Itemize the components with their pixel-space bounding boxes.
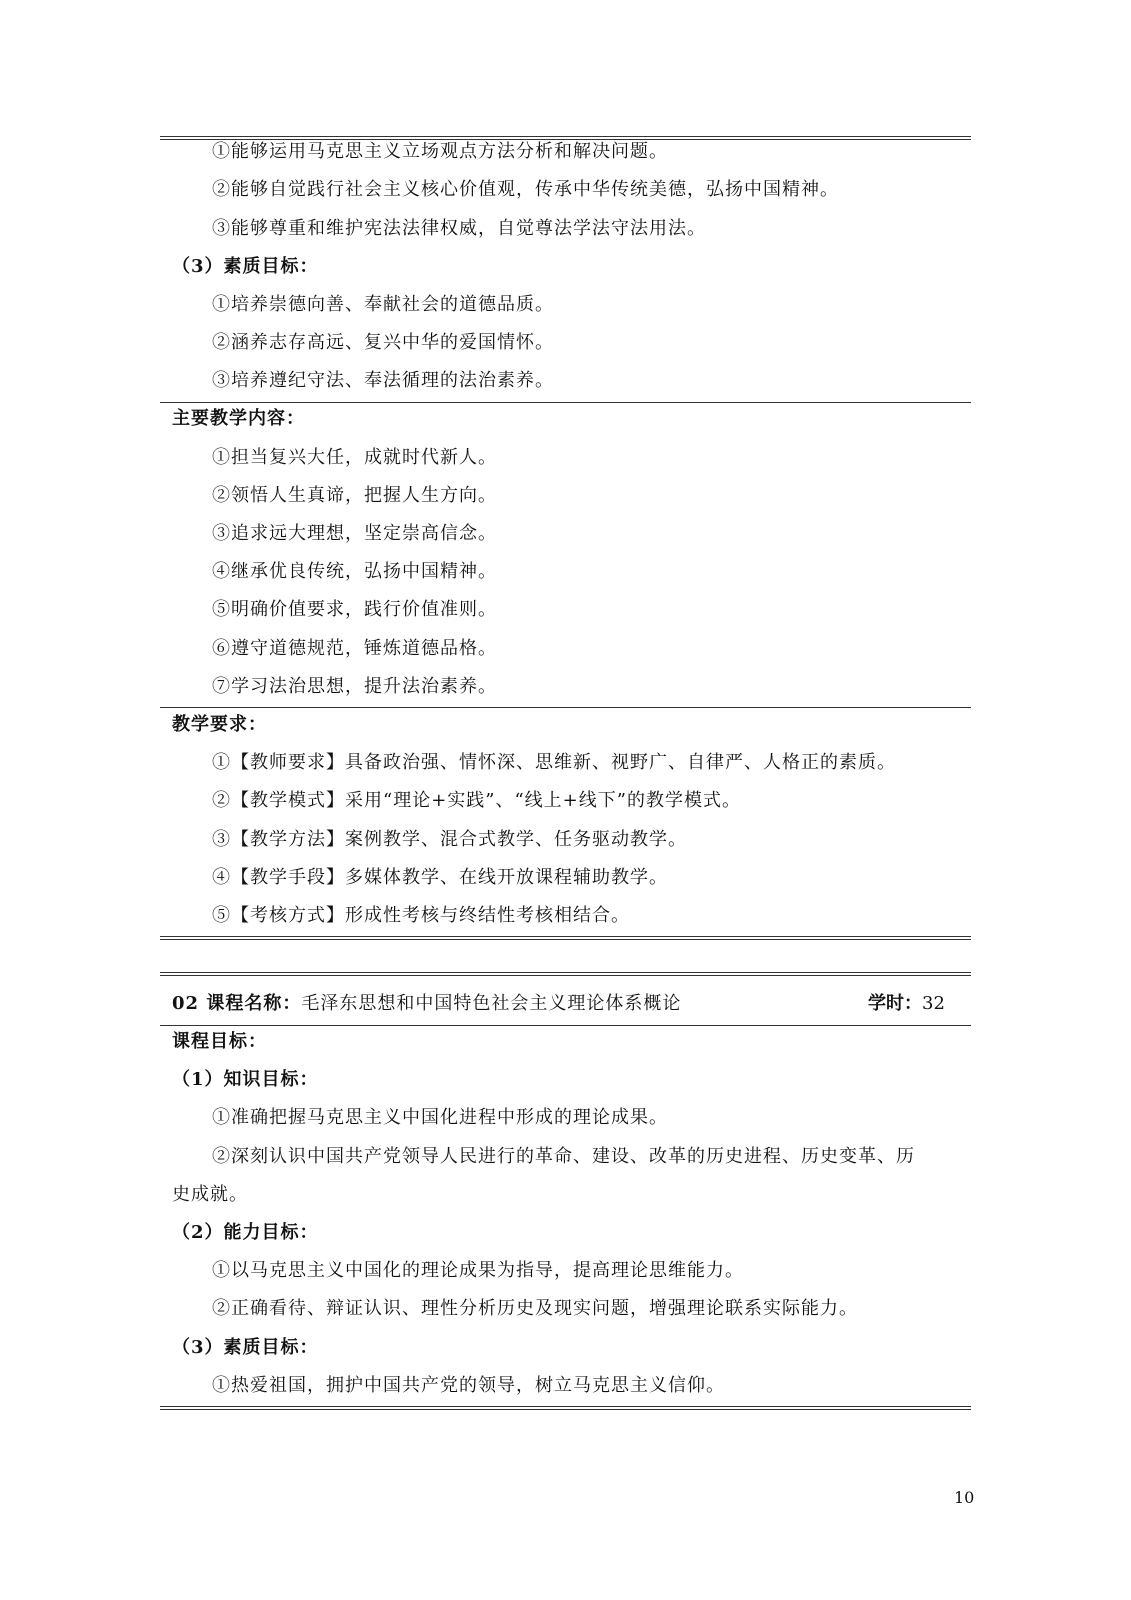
content-item: ⑦学习法治思想，提升法治素养。 [212,676,497,697]
row-divider [160,1025,971,1026]
quality-goal-heading: （3）素质目标： [172,1337,319,1358]
course-name-label: 02 课程名称： [172,993,302,1014]
requirement-item: ④【教学手段】多媒体教学、在线开放课程辅助教学。 [212,867,668,888]
row-divider [160,402,971,403]
ability-goal-heading: （2）能力目标： [172,1222,319,1243]
course-hours [868,992,945,1016]
teaching-content-heading: 主要教学内容： [172,408,305,429]
course-goal-heading: 课程目标： [172,1031,267,1052]
requirement-item: ⑤【考核方式】形成性考核与终结性考核相结合。 [212,905,630,926]
requirement-item: ①【教师要求】具备政治强、情怀深、思维新、视野广、自律严、人格正的素质。 [212,752,896,773]
content-item: ⑤明确价值要求，践行价值准则。 [212,599,497,620]
content-item: ③追求远大理想，坚定崇高信念。 [212,523,497,544]
knowledge-item-continued: 史成就。 [172,1184,248,1205]
knowledge-item: ②深刻认识中国共产党领导人民进行的革命、建设、改革的历史进程、历史变革、历 [212,1146,915,1167]
quality-item: ①热爱祖国，拥护中国共产党的领导，树立马克思主义信仰。 [212,1375,725,1396]
ability-item: ①能够运用马克思主义立场观点方法分析和解决问题。 [212,141,668,162]
table-bottom-border [160,936,971,940]
knowledge-item: ①准确把握马克思主义中国化进程中形成的理论成果。 [212,1107,668,1128]
content-item: ①担当复兴大任，成就时代新人。 [212,447,497,468]
knowledge-goal-heading: （1）知识目标： [172,1069,319,1090]
ability-item: ③能够尊重和维护宪法法律权威，自觉尊法学法守法用法。 [212,218,706,239]
course-name-value: 毛泽东思想和中国特色社会主义理论体系概论 [301,993,682,1014]
content-item: ⑥遵守道德规范，锤炼道德品格。 [212,638,497,659]
hours-label: 学时： [868,993,922,1014]
requirement-item: ③【教学方法】案例教学、混合式教学、任务驱动教学。 [212,829,687,850]
hours-value: 32 [922,993,945,1014]
quality-item: ②涵养志存高远、复兴中华的爱国情怀。 [212,332,554,353]
table-bottom-border [160,1406,971,1410]
content-item: ④继承优良传统，弘扬中国精神。 [212,561,497,582]
quality-item: ①培养崇德向善、奉献社会的道德品质。 [212,294,554,315]
row-divider [160,707,971,708]
ability-item: ②正确看待、辩证认识、理性分析历史及现实问题，增强理论联系实际能力。 [212,1298,858,1319]
teaching-requirements-heading: 教学要求： [172,714,267,735]
quality-goal-heading: （3）素质目标： [172,256,319,277]
course-name-row [172,992,681,1016]
table-top-border [160,972,971,976]
ability-item: ①以马克思主义中国化的理论成果为指导，提高理论思维能力。 [212,1260,744,1281]
ability-item: ②能够自觉践行社会主义核心价值观，传承中华传统美德，弘扬中国精神。 [212,179,839,200]
quality-item: ③培养遵纪守法、奉法循理的法治素养。 [212,370,554,391]
content-item: ②领悟人生真谛，把握人生方向。 [212,485,497,506]
requirement-item: ②【教学模式】采用“理论+实践”、“线上+线下”的教学模式。 [212,790,741,811]
page-number: 10 [954,1488,975,1507]
